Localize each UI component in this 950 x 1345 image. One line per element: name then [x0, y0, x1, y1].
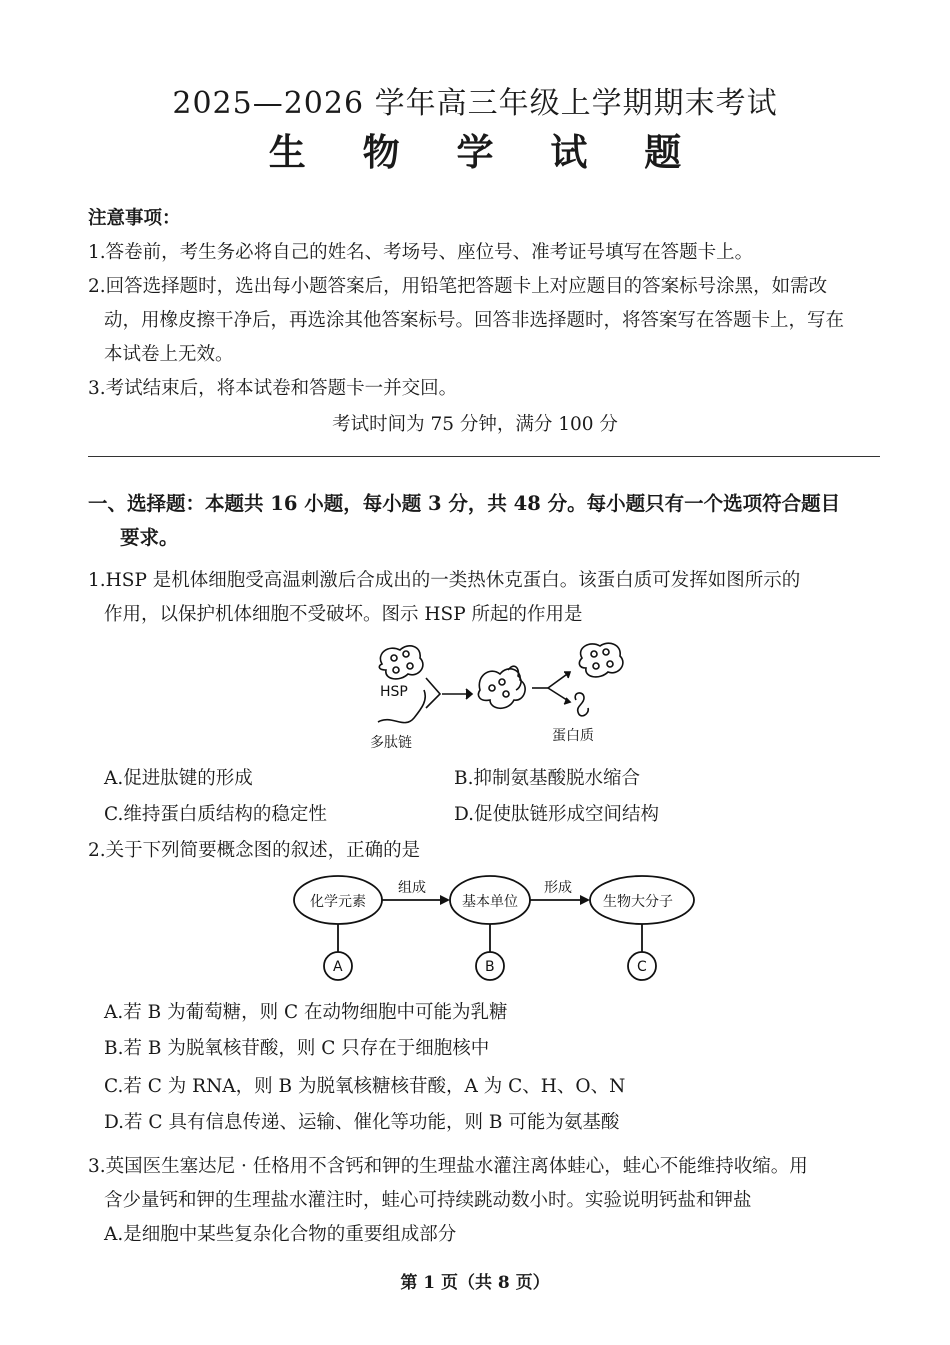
q1-stem-line-1: 1.HSP 是机体细胞受高温刺激后合成出的一类热休克蛋白。该蛋白质可发挥如图所示的 [88, 570, 801, 591]
label-hsp: HSP [380, 684, 408, 700]
section-heading-line-2: 要求。 [120, 526, 179, 549]
q3-stem-line-1: 3.英国医生塞达尼 · 任格用不含钙和钾的生理盐水灌注离体蛙心，蛙心不能维持收缩。用 [88, 1156, 808, 1177]
section-heading-line-1: 一、选择题：本题共 16 小题，每小题 3 分，共 48 分。每小题只有一个选项符合题目 [88, 492, 841, 515]
hsp-complex-icon [379, 646, 423, 679]
exam-time-info: 考试时间为 75 分钟，满分 100 分 [332, 414, 618, 435]
q2-option-a: A.若 B 为葡萄糖，则 C 在动物细胞中可能为乳糖 [104, 1002, 508, 1023]
q1-option-a: A.促进肽键的形成 [104, 768, 253, 789]
label-biomacromolecule: 生物大分子 [603, 894, 673, 910]
label-polypeptide: 多肽链 [370, 735, 412, 751]
q2-option-c: C.若 C 为 RNA，则 B 为脱氧核糖核苷酸，A 为 C、H、O、N [104, 1076, 626, 1097]
concept-map-figure [290, 870, 700, 990]
arrow-icon [580, 895, 590, 905]
page-footer: 第 1 页（共 8 页） [400, 1273, 550, 1293]
label-circle-b: B [485, 959, 495, 975]
notes-item-1: 1.答卷前，考生务必将自己的姓名、考场号、座位号、准考证号填写在答题卡上。 [88, 242, 754, 263]
q1-option-b: B.抑制氨基酸脱水缩合 [454, 768, 640, 789]
q3-option-a: A.是细胞中某些复杂化合物的重要组成部分 [104, 1224, 457, 1245]
q1-option-d: D.促使肽链形成空间结构 [454, 804, 660, 825]
notes-item-2-line-3: 本试卷上无效。 [104, 344, 234, 365]
subject-title: 生 物 学 试 题 [268, 130, 704, 174]
q2-option-d: D.若 C 具有信息传递、运输、催化等功能，则 B 可能为氨基酸 [104, 1112, 620, 1133]
q3-stem-line-2: 含少量钙和钾的生理盐水灌注时，蛙心可持续跳动数小时。实验说明钙盐和钾盐 [104, 1190, 752, 1211]
notes-item-3: 3.考试结束后，将本试卷和答题卡一并交回。 [88, 378, 458, 399]
label-compose: 组成 [398, 880, 426, 896]
divider-line [88, 456, 880, 457]
label-basic-unit: 基本单位 [462, 894, 518, 910]
folded-protein-icon [575, 693, 588, 716]
q2-option-b: B.若 B 为脱氧核苷酸，则 C 只存在于细胞核中 [104, 1038, 490, 1059]
q1-stem-line-2: 作用，以保护机体细胞不受破坏。图示 HSP 所起的作用是 [104, 604, 583, 625]
label-chemical-elements: 化学元素 [310, 894, 366, 910]
label-circle-a: A [333, 959, 343, 975]
exam-title: 2025—2026 学年高三年级上学期期末考试 [172, 86, 778, 121]
label-circle-c: C [637, 959, 647, 975]
notes-heading: 注意事项： [88, 208, 181, 229]
arrow-icon [440, 895, 450, 905]
label-protein: 蛋白质 [552, 728, 594, 744]
q1-option-c: C.维持蛋白质结构的稳定性 [104, 804, 327, 825]
q2-stem: 2.关于下列简要概念图的叙述，正确的是 [88, 840, 421, 861]
notes-item-2-line-1: 2.回答选择题时，选出每小题答案后，用铅笔把答题卡上对应题目的答案标号涂黑，如需改 [88, 276, 828, 297]
hsp-figure [368, 640, 658, 752]
notes-item-2-line-2: 动，用橡皮擦干净后，再选涂其他答案标号。回答非选择题时，将答案写在答题卡上，写在 [104, 310, 845, 331]
released-hsp-icon [579, 643, 623, 677]
label-form: 形成 [544, 880, 572, 896]
